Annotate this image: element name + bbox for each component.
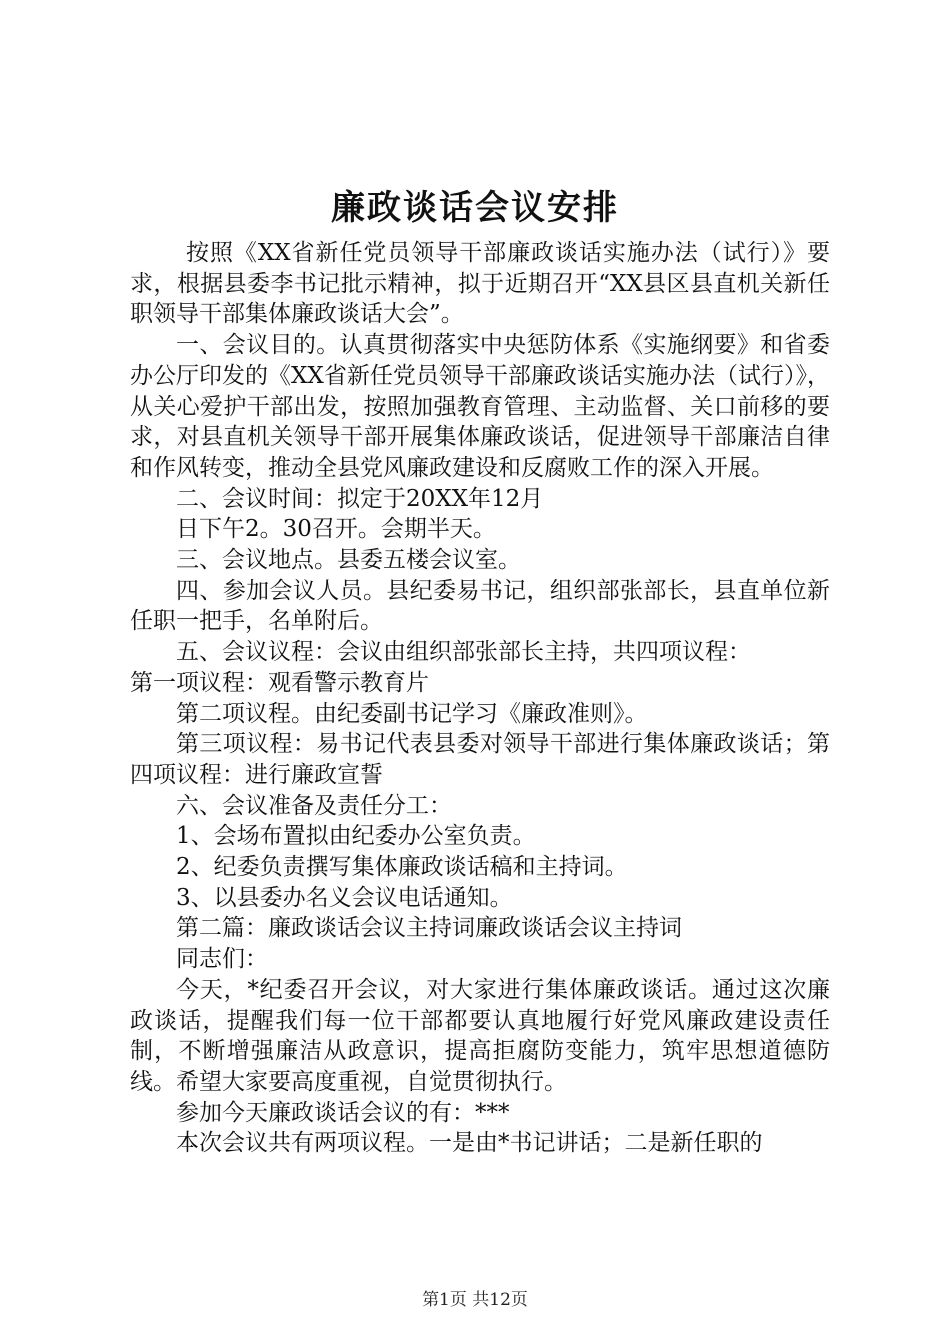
document-body: [130, 238, 830, 1159]
paragraph-today: 今天，*纪委召开会议，对大家进行集体廉政谈话。通过这次廉政谈话，提醒我们每一位干部都要认真地履行好党风廉政建设责任制，不断增强廉洁从政意识，提高拒腐防变能力，筑牢思想道德防线。希望大家要高度重视，自觉贯彻执行。: [130, 976, 830, 1095]
agenda-item-3-4: 第三项议程：易书记代表县委对领导干部进行集体廉政谈话；第四项议程：进行廉政宣誓: [130, 731, 830, 788]
paragraph-time: 二、会议时间：拟定于20XX年12月: [176, 485, 544, 512]
paragraph-agenda: 五、会议议程：会议由组织部张部长主持，共四项议程：: [176, 639, 751, 666]
paragraph-participants: 参加今天廉政谈话会议的有：***: [176, 1099, 510, 1126]
paragraph-intro: 按照《XX省新任党员领导干部廉政谈话实施办法（试行）》要求，根据县委李书记批示精神，拟于近期召开“XX县区县直机关新任职领导干部集体廉政谈话大会”。: [130, 240, 830, 328]
agenda-item-2: 第二项议程。由纪委副书记学习《廉政准则》。: [176, 700, 648, 727]
section-heading-part-two: 第二篇：廉政谈话会议主持词廉政谈话会议主持词: [176, 915, 682, 942]
page-number-footer: 第1页 共12页: [422, 1290, 528, 1310]
paragraph-preparation: 六、会议准备及责任分工：: [176, 792, 452, 819]
paragraph-meeting-agenda: 本次会议共有两项议程。一是由*书记讲话；二是新任职的: [176, 1130, 763, 1157]
preparation-item-2: 2、纪委负责撰写集体廉政谈话稿和主持词。: [176, 854, 628, 881]
page-title: 廉政谈话会议安排: [331, 188, 619, 228]
paragraph-location: 三、会议地点。县委五楼会议室。: [176, 547, 521, 574]
preparation-item-3: 3、以县委办名义会议电话通知。: [176, 884, 513, 911]
preparation-item-1: 1、会场布置拟由纪委办公室负责。: [176, 823, 536, 850]
paragraph-purpose: 一、会议目的。认真贯彻落实中央惩防体系《实施纲要》和省委办公厅印发的《XX省新任党员领导干部廉政谈话实施办法（试行）》，从关心爱护干部出发，按照加强教育管理、主动监督、关口前移的要求，对县直机关领导干部开展集体廉政谈话，促进领导干部廉洁自律和作风转变，推动全县党风廉政建设和反腐败工作的深入开展。: [130, 332, 830, 481]
agenda-item-1: 第一项议程：观看警示教育片: [130, 669, 429, 696]
paragraph-salutation: 同志们：: [176, 946, 268, 973]
paragraph-time-continued: 日下午2。30召开。会期半天。: [176, 516, 496, 543]
paragraph-attendees: 四、参加会议人员。县纪委易书记，组织部张部长，县直单位新任职一把手，名单附后。: [130, 577, 830, 635]
